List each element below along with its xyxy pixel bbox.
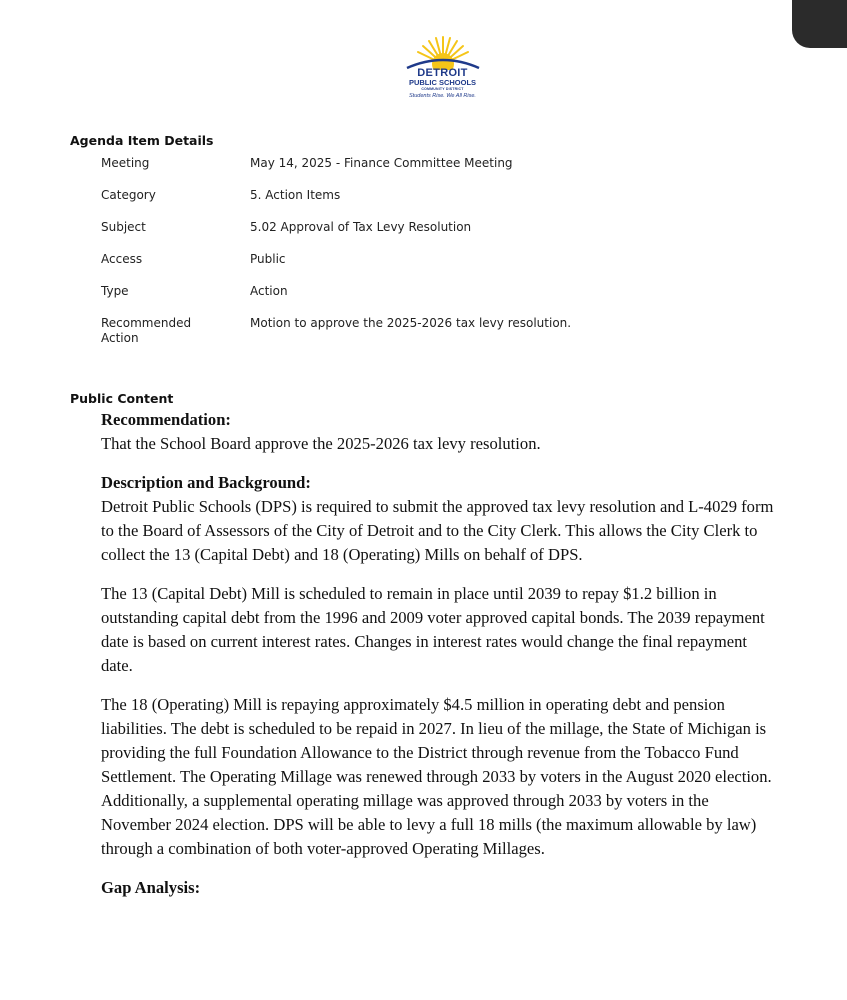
logo-district: COMMUNITY DISTRICT (421, 87, 464, 91)
detail-label: Meeting (101, 156, 150, 170)
logo-tagline: Students Rise. We All Rise. (409, 93, 476, 99)
detail-label: Recommended Action (101, 316, 192, 345)
description-heading: Description and Background: (101, 473, 311, 492)
public-content-heading: Public Content (70, 391, 174, 406)
logo-subtitle: PUBLIC SCHOOLS (408, 78, 477, 87)
background-paragraph: The 18 (Operating) Mill is repaying approximately $4.5 million in operating debt and pension liabilities. The debt is scheduled to be repaid in 2027. In lieu of the millage, the State of Michigan is providing the full Foundation Allowance to the District through revenue from the Tobacco Fund Settlement. The Operating Millage was renewed through 2033 by voters in the August 2020 election. Additionally, a supplemental operating millage was approved through 2033 by voters in the November 2024 election. DPS will be able to levy a full 18 mills (the maximum allowable by law) through a combination of both voter-approved Operating Millages. (101, 695, 772, 858)
background-paragraph: The 13 (Capital Debt) Mill is scheduled to remain in place until 2039 to repay $1.2 billion in outstanding capital debt from the 1996 and 2009 voter approved capital bonds. The 2039 repayment date is based on current interest rates. Changes in interest rates would change the final repayment date. (101, 584, 765, 675)
detail-value: Motion to approve the 2025-2026 tax levy resolution. (250, 316, 572, 330)
window-corner-tab (792, 0, 847, 48)
detail-label: Access (101, 252, 143, 266)
background-paragraph: Detroit Public Schools (DPS) is required to submit the approved tax levy resolution and L-4029 form to the Board of Assessors of the City of Detroit and to the City Clerk. This allows the City Clerk to collect the 13 (Capital Debt) and 18 (Operating) Mills on behalf of DPS. (101, 497, 774, 564)
detail-label: Type (101, 284, 129, 298)
detail-value: 5. Action Items (250, 188, 341, 202)
detail-value: Action (250, 284, 288, 298)
detail-value: 5.02 Approval of Tax Levy Resolution (250, 220, 472, 234)
detail-value: Public (250, 252, 286, 266)
public-content-body (101, 408, 781, 900)
recommendation-text: That the School Board approve the 2025-2026 tax levy resolution. (101, 434, 541, 453)
detail-value: May 14, 2025 - Finance Committee Meeting (250, 156, 513, 170)
rising-sun-icon (403, 34, 483, 70)
gap-analysis-heading: Gap Analysis: (101, 878, 201, 897)
agenda-item-heading: Agenda Item Details (70, 133, 214, 148)
detail-label: Subject (101, 220, 146, 234)
logo-title: DETROIT (417, 67, 468, 79)
district-logo (395, 34, 490, 110)
recommendation-heading: Recommendation: (101, 410, 231, 429)
detail-label: Category (101, 188, 156, 202)
